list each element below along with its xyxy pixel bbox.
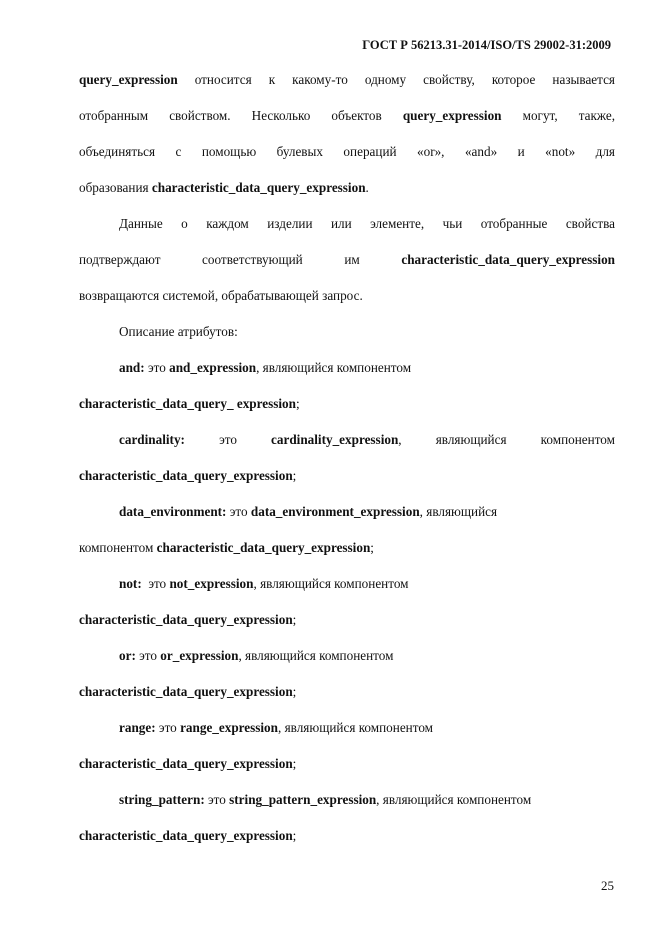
attr-string-pattern-line-1: [79, 787, 615, 823]
attr-or-line-1: [79, 643, 615, 679]
attr-cardinality-line-2: [79, 463, 615, 499]
attr-key: not:: [119, 576, 142, 591]
attr-expression: and_expression: [169, 360, 257, 375]
text: это: [135, 648, 161, 663]
attr-key: range:: [119, 720, 156, 735]
text: это: [204, 792, 230, 807]
paragraph-1-line-3: [79, 139, 615, 175]
attr-target: characteristic_data_query_expression: [79, 756, 293, 771]
attr-target: characteristic_data_query_expression: [79, 612, 293, 627]
text: , являющийся компонентом: [253, 576, 409, 591]
text: ;: [292, 756, 297, 771]
text: подтверждают соответствующий им: [79, 252, 402, 267]
attr-expression: range_expression: [180, 720, 278, 735]
text: это: [141, 576, 170, 591]
attr-not-line-2: [79, 607, 615, 643]
text: .: [365, 180, 369, 195]
text: ;: [295, 396, 300, 411]
attr-expression: not_expression: [169, 576, 254, 591]
text: отобранным свойством. Несколько объектов: [79, 108, 403, 123]
attr-range-line-1: [79, 715, 615, 751]
attr-target: characteristic_data_query_ expression: [79, 396, 296, 411]
attr-expression: cardinality_expression: [271, 432, 399, 447]
text: , являющийся компонентом: [278, 720, 434, 735]
term: query_expression: [402, 108, 502, 123]
attr-target: characteristic_data_query_expression: [156, 540, 371, 555]
attr-key: data_environment:: [119, 504, 227, 519]
text: ;: [292, 828, 297, 843]
term: query_expression: [79, 72, 178, 87]
attr-target: characteristic_data_query_expression: [79, 684, 293, 699]
attr-key: or:: [119, 648, 136, 663]
text: ;: [292, 612, 297, 627]
text: ;: [292, 468, 297, 483]
text: это: [226, 504, 251, 519]
attr-expression: string_pattern_expression: [229, 792, 377, 807]
text: возвращаются системой, обрабатывающей запрос.: [79, 288, 363, 303]
text: могут, также,: [501, 108, 615, 123]
text: , являющийся компонентом: [398, 432, 615, 447]
attr-string-pattern-line-2: [79, 823, 615, 859]
term: characteristic_data_query_expression: [401, 252, 615, 267]
text: это: [184, 432, 272, 447]
attr-key: and:: [119, 360, 145, 375]
text: ;: [370, 540, 374, 555]
attr-key: cardinality:: [119, 432, 185, 447]
text: Данные о каждом изделии или элементе, чьи отобранные свойства: [119, 216, 615, 231]
text: относится к какому-то одному свойству, которое называется: [177, 72, 615, 87]
paragraph-2-line-3: [79, 283, 615, 319]
document-header: ГОСТ Р 56213.31-2014/ISO/TS 29002-31:2009: [362, 38, 611, 52]
paragraph-2-line-1: [79, 211, 615, 247]
paragraph-1-line-1: [79, 67, 615, 103]
paragraph-1-line-4: [79, 175, 615, 211]
attr-not-line-1: [79, 571, 615, 607]
attr-target: characteristic_data_query_expression: [79, 468, 293, 483]
text: , являющийся: [419, 504, 498, 519]
text: объединяться с помощью булевых операций «or», «and» и «not» для: [79, 144, 615, 159]
paragraph-1-line-2: [79, 103, 615, 139]
text: компонентом: [79, 540, 157, 555]
text: это: [155, 720, 181, 735]
attr-and-line-2: [79, 391, 615, 427]
attr-data-environment-line-2: [79, 535, 615, 571]
attr-expression: or_expression: [160, 648, 239, 663]
attr-range-line-2: [79, 751, 615, 787]
text: ;: [292, 684, 297, 699]
term: characteristic_data_query_expression: [151, 180, 366, 195]
text: это: [144, 360, 170, 375]
text: образования: [79, 180, 152, 195]
text: , являющийся компонентом: [256, 360, 412, 375]
document-body: [79, 67, 615, 859]
text: , являющийся компонентом: [238, 648, 394, 663]
page-number: 25: [601, 878, 614, 893]
attr-target: characteristic_data_query_expression: [79, 828, 293, 843]
attr-cardinality-line-1: [79, 427, 615, 463]
paragraph-2-line-2: [79, 247, 615, 283]
text: , являющийся компонентом: [376, 792, 532, 807]
attr-data-environment-line-1: [79, 499, 615, 535]
attr-key: string_pattern:: [119, 792, 205, 807]
attr-and-line-1: [79, 355, 615, 391]
attr-expression: data_environment_expression: [250, 504, 420, 519]
attr-or-line-2: [79, 679, 615, 715]
attributes-heading: Описание атрибутов:: [119, 324, 238, 339]
